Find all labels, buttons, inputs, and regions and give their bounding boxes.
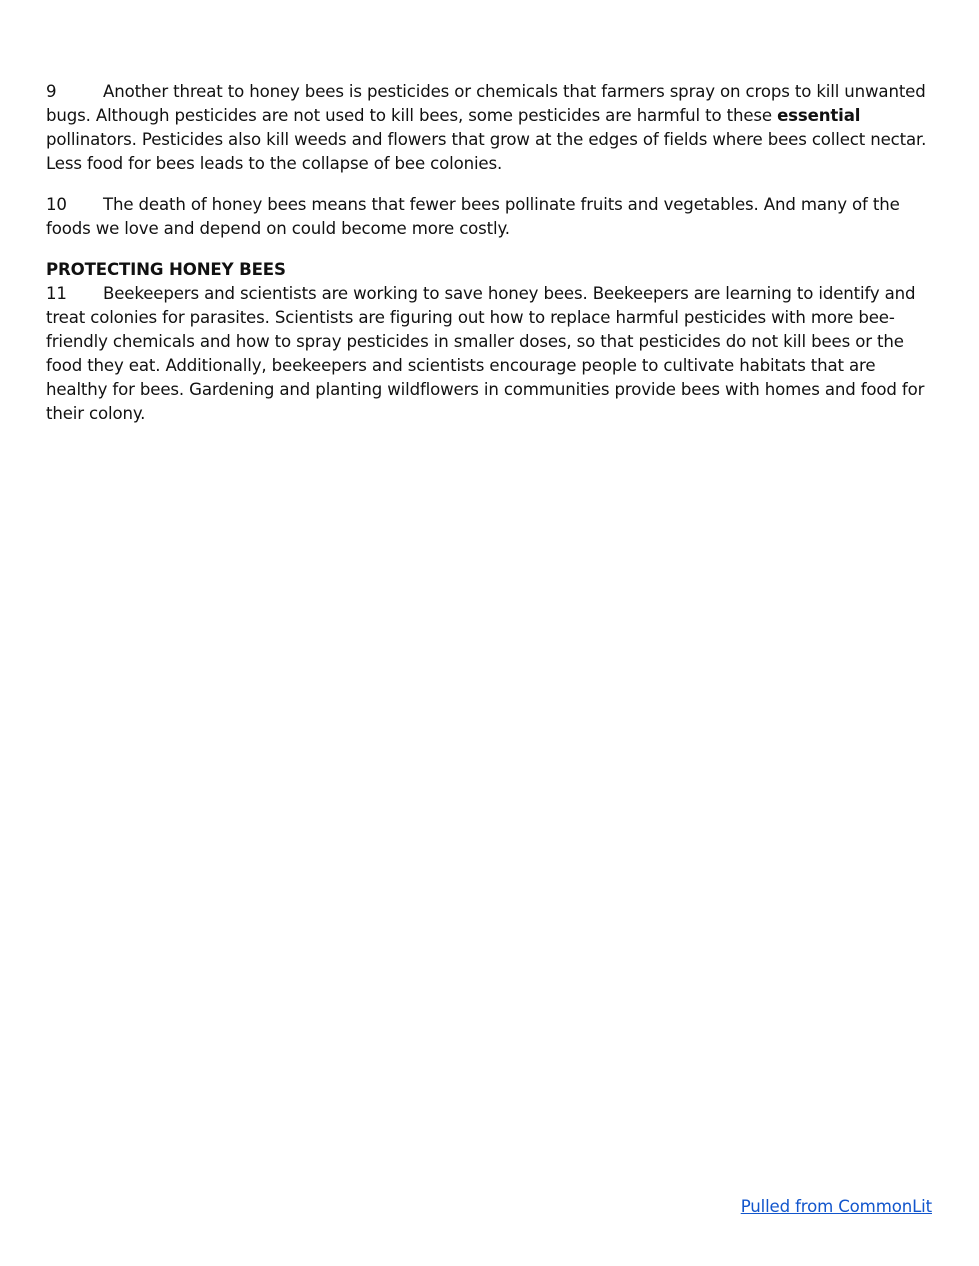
- paragraph-number: 10: [46, 195, 67, 214]
- document-body: [46, 80, 932, 426]
- paragraph-text: Beekeepers and scientists are working to save honey bees. Beekeepers are learning to identify and treat colonies for parasites. Scientists are figuring out how to replace harmful pesticides with more bee-friendly chemicals and how to spray pesticides in smaller doses, so that pesticides do not kill bees or the food they eat. Additionally, beekeepers and scientists encourage people to cultivate habitats that are healthy for bees. Gardening and planting wildflowers in communities provide bees with homes and food for their colony.: [46, 284, 925, 423]
- section-heading: PROTECTING HONEY BEES: [46, 260, 286, 279]
- paragraph-text: pollinators. Pesticides also kill weeds and flowers that grow at the edges of fields where bees collect nectar. Less food for bees leads to the collapse of bee colonies.: [46, 130, 927, 173]
- paragraph-number: 9: [46, 82, 57, 101]
- paragraph-10: [46, 193, 932, 241]
- paragraph-11: [46, 282, 932, 426]
- commonlit-source-link[interactable]: Pulled from CommonLit: [740, 1197, 932, 1216]
- bold-term: essential: [777, 106, 861, 125]
- paragraph-9: [46, 80, 932, 176]
- paragraph-number: 11: [46, 284, 67, 303]
- paragraph-text: The death of honey bees means that fewer bees pollinate fruits and vegetables. And many of the foods we love and depend on could become more costly.: [46, 195, 900, 238]
- paragraph-text: Another threat to honey bees is pesticides or chemicals that farmers spray on crops to kill unwanted bugs. Although pesticides are not used to kill bees, some pesticides are harmful to these: [46, 82, 926, 125]
